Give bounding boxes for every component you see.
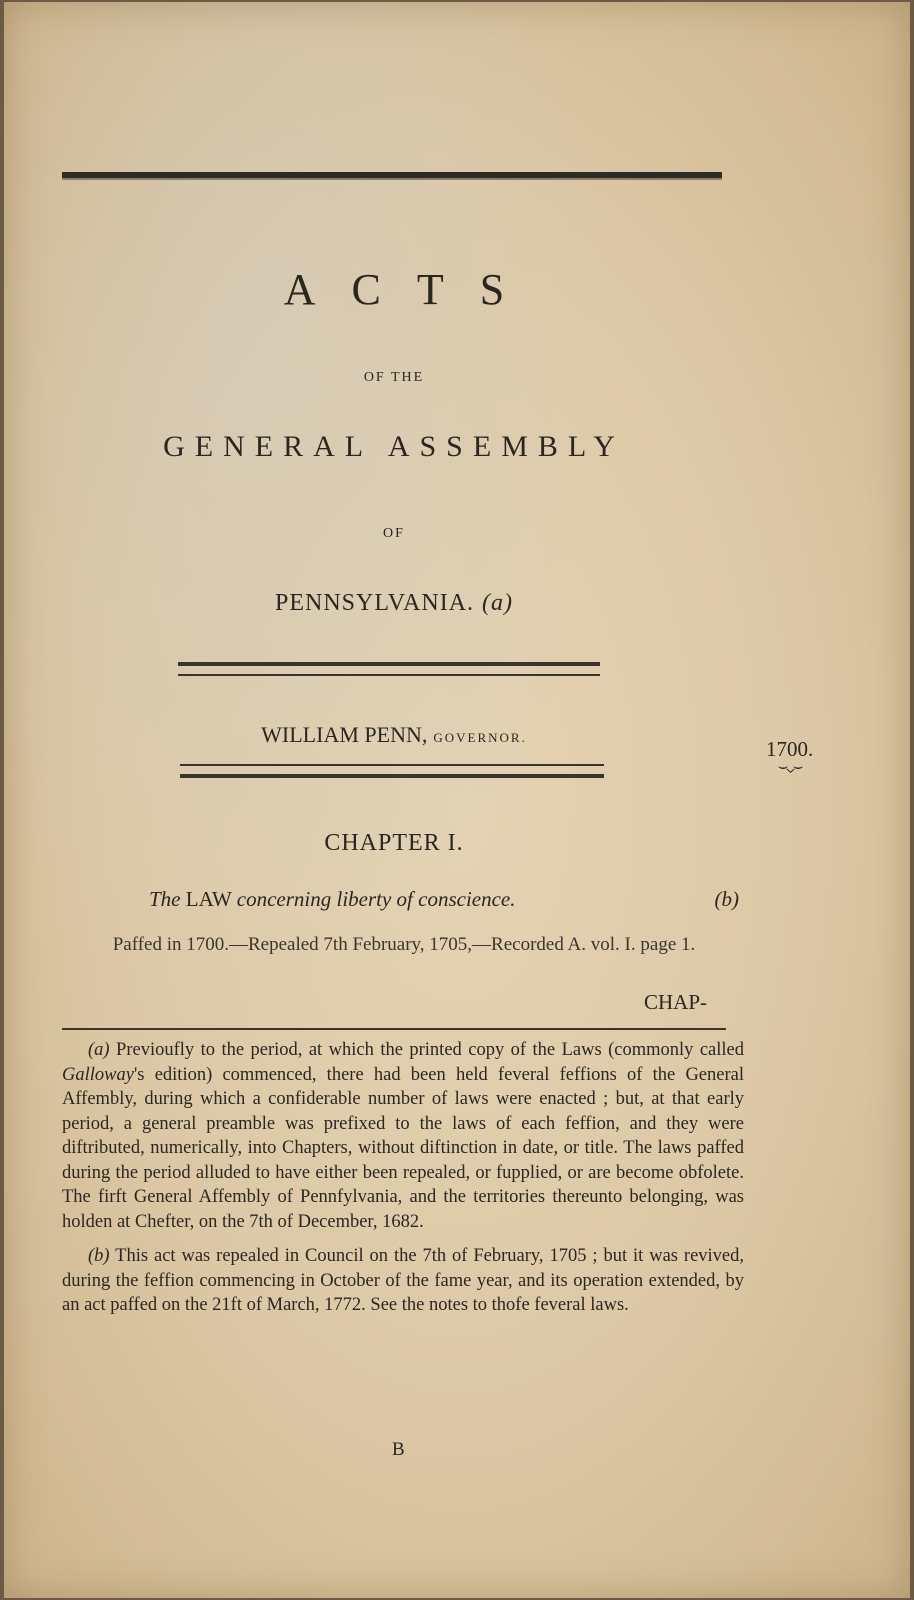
passed-line: Paffed in 1700.—Repealed 7th February, 1705,—Recorded A. vol. I. page 1.: [112, 934, 696, 955]
footnote-a-text-1: Previoufly to the period, at which the printed copy of the Laws (commonly called: [116, 1040, 745, 1060]
signature-mark: B: [392, 1439, 405, 1460]
governor-rule-top: [178, 662, 600, 676]
footnote-b-text: This act was repealed in Council on the 7th of February, 1705 ; but it was revived, during the feffion commencing in October of the fame year, and its operation extended, by an act paffed on the 21ft of March, 1772. See the notes to thofe feveral laws.: [62, 1246, 745, 1315]
footnote-a-mark: (a): [88, 1040, 110, 1060]
subtitle-assembly: GENERAL ASSEMBLY: [163, 430, 625, 463]
footnote-a-italic: Galloway: [62, 1064, 134, 1085]
margin-brace: ⌣⌄⌣: [777, 758, 802, 775]
top-rule: [62, 172, 722, 180]
footnote-a: [62, 1038, 744, 1234]
law-title: [149, 887, 739, 912]
law-rest: concerning liberty of conscience.: [236, 887, 516, 911]
footnote-rule: [62, 1028, 726, 1030]
state-name: PENNSYLVANIA.: [274, 590, 475, 616]
governor-rule-bottom: [180, 764, 604, 778]
law-note-ref: (b): [714, 887, 739, 911]
law-title-text: [149, 887, 516, 912]
margin-year-text: 1700.: [766, 737, 814, 761]
margin-year: [766, 737, 814, 775]
law-prefix: The: [149, 887, 181, 911]
subtitle-state: [64, 590, 724, 617]
subtitle-of: OF: [383, 526, 405, 541]
chapter-heading: CHAPTER I.: [324, 830, 464, 856]
book-page: [4, 2, 910, 1598]
footnote-b: [62, 1244, 744, 1318]
law-word: LAW: [185, 887, 232, 911]
footnote-a-text-2: 's edition) commenced, there had been held feveral feffions of the General Affembly, during which a confiderable number of laws were enacted ; but, at that early period, a general preamble was prefixed to the laws of each feffion, and they were diftributed, numerically, into Chapters, without diftinction in date, or title. The laws paffed during the period alluded to have either been repealed, or fupplied, or are become obfolete. The firft General Affembly of Pennfylvania, and the territories thereunto belonging, was holden at Chefter, on the 7th of December, 1682.: [62, 1064, 744, 1232]
governor-line: [64, 722, 724, 748]
subtitle-of-the: OF THE: [363, 370, 425, 385]
footnotes: [62, 1038, 744, 1328]
state-note-ref: (a): [482, 590, 514, 616]
catchword: CHAP-: [644, 990, 708, 1014]
page-title: ACTS: [283, 265, 541, 314]
governor-title: GOVERNOR.: [433, 730, 527, 745]
governor-name: WILLIAM PENN,: [261, 722, 428, 747]
footnote-b-mark: (b): [88, 1246, 110, 1266]
